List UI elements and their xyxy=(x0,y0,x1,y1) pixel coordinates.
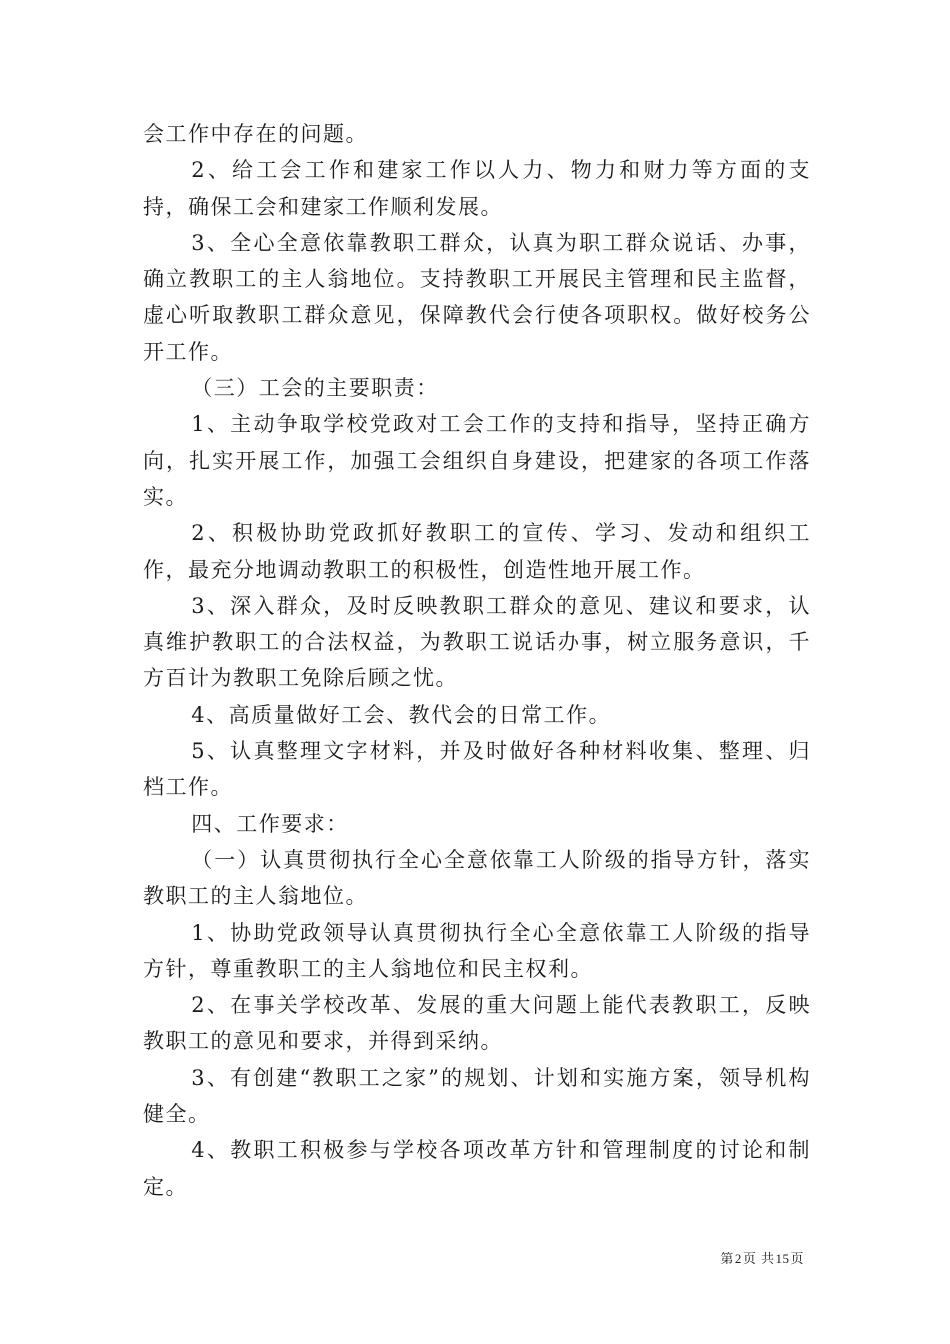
total-page-count: 15 xyxy=(775,1251,790,1266)
paragraph-8: 5、认真整理文字材料，并及时做好各种材料收集、整理、归档工作。 xyxy=(143,739,811,800)
paragraph-4: 1、主动争取学校党政对工会工作的支持和指导，坚持正确方向，扎实开展工作，加强工会组织自身建设，把建家的各项工作落实。 xyxy=(143,412,811,509)
paragraph-5: 2、积极协助党政抓好教职工的宣传、学习、发动和组织工作，最充分地调动教职工的积极性，创造性地开展工作。 xyxy=(143,521,811,582)
paragraph-14: 4、教职工积极参与学校各项改革方针和管理制度的讨论和制定。 xyxy=(143,1138,811,1199)
paragraph-0: 会工作中存在的问题。 xyxy=(143,122,368,146)
current-page-number: 2 xyxy=(734,1251,742,1266)
paragraph-11: 1、协助党政领导认真贯彻执行全心全意依靠工人阶级的指导方针，尊重教职工的主人翁地位和民主权利。 xyxy=(143,920,811,981)
page-footer xyxy=(720,1248,804,1267)
footer-middle: 页 共 xyxy=(742,1252,775,1267)
paragraph-1: 2、给工会工作和建家工作以人力、物力和财力等方面的支持，确保工会和建家工作顺利发展。 xyxy=(143,158,811,219)
paragraph-3: （三）工会的主要职责： xyxy=(191,376,439,401)
footer-prefix: 第 xyxy=(720,1252,734,1267)
paragraph-6: 3、深入群众，及时反映教职工群众的意见、建议和要求，认真维护教职工的合法权益，为教职工说话办事，树立服务意识，千方百计为教职工免除后顾之忧。 xyxy=(143,593,811,691)
paragraph-2: 3、全心全意依靠教职工群众，认真为职工群众说话、办事，确立教职工的主人翁地位。支持教职工开展民主管理和民主监督，虚心听取教职工群众意见，保障教代会行使各项职权。做好校务公开工作。 xyxy=(143,230,811,364)
paragraph-12: 2、在事关学校改革、发展的重大问题上能代表教职工，反映教职工的意见和要求，并得到采纳。 xyxy=(143,993,811,1054)
paragraph-7: 4、高质量做好工会、教代会的日常工作。 xyxy=(191,702,612,727)
document-body xyxy=(143,116,811,1205)
paragraph-10: （一）认真贯彻执行全心全意依靠工人阶级的指导方针，落实教职工的主人翁地位。 xyxy=(143,847,811,909)
section-heading-requirements: 四、工作要求： xyxy=(191,811,349,836)
paragraph-13: 3、有创建“教职工之家”的规划、计划和实施方案，领导机构健全。 xyxy=(143,1065,811,1127)
footer-suffix: 页 xyxy=(790,1252,804,1267)
